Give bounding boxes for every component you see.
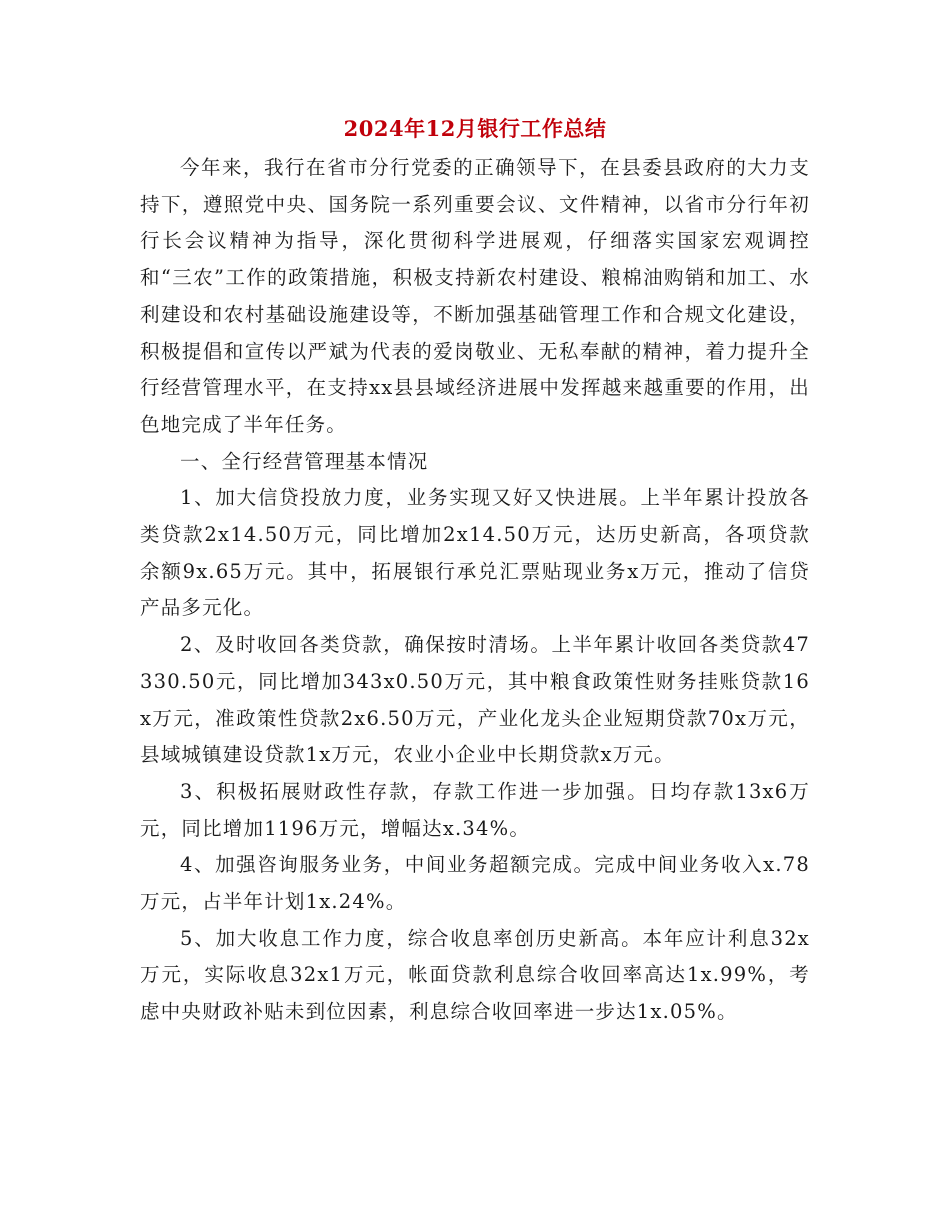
document-title: 2024年12月银行工作总结 xyxy=(343,116,607,141)
paragraph-item-2: 2、及时收回各类贷款，确保按时清场。上半年累计收回各类贷款47330.50元，同比增加343x0.50万元，其中粮食政策性财务挂账贷款16x万元，准政策性贷款2x6.50万元，产业化龙头企业短期贷款70x万元，县域城镇建设贷款1x万元，农业小企业中长期贷款x万元。 xyxy=(140,633,810,767)
paragraph-item-1: 1、加大信贷投放力度，业务实现又好又快进展。上半年累计投放各类贷款2x14.50万元，同比增加2x14.50万元，达历史新高，各项贷款余额9x.65万元。其中，拓展银行承兑汇票贴现业务x万元，推动了信贷产品多元化。 xyxy=(140,486,810,620)
section-heading: 一、全行经营管理基本情况 xyxy=(180,449,429,473)
document-body xyxy=(140,150,810,1031)
paragraph-item-5: 5、加大收息工作力度，综合收息率创历史新高。本年应计利息32x万元，实际收息32x1万元，帐面贷款利息综合收回率高达1x.99%，考虑中央财政补贴未到位因素，利息综合收回率进一步达1x.05%。 xyxy=(140,926,810,1024)
paragraph-item-3: 3、积极拓展财政性存款，存款工作进一步加强。日均存款13x6万元，同比增加1196万元，增幅达x.34%。 xyxy=(140,779,810,840)
paragraph-intro: 今年来，我行在省市分行党委的正确领导下，在县委县政府的大力支持下，遵照党中央、国务院一系列重要会议、文件精神，以省市分行年初行长会议精神为指导，深化贯彻科学进展观，仔细落实国家宏观调控和“三农”工作的政策措施，积极支持新农村建设、粮棉油购销和加工、水利建设和农村基础设施建设等，不断加强基础管理工作和合规文化建设，积极提倡和宣传以严斌为代表的爱岗敬业、无私奉献的精神，着力提升全行经营管理水平，在支持xx县县域经济进展中发挥越来越重要的作用，出色地完成了半年任务。 xyxy=(140,156,810,436)
paragraph-item-4: 4、加强咨询服务业务，中间业务超额完成。完成中间业务收入x.78万元，占半年计划1x.24%。 xyxy=(140,853,810,914)
